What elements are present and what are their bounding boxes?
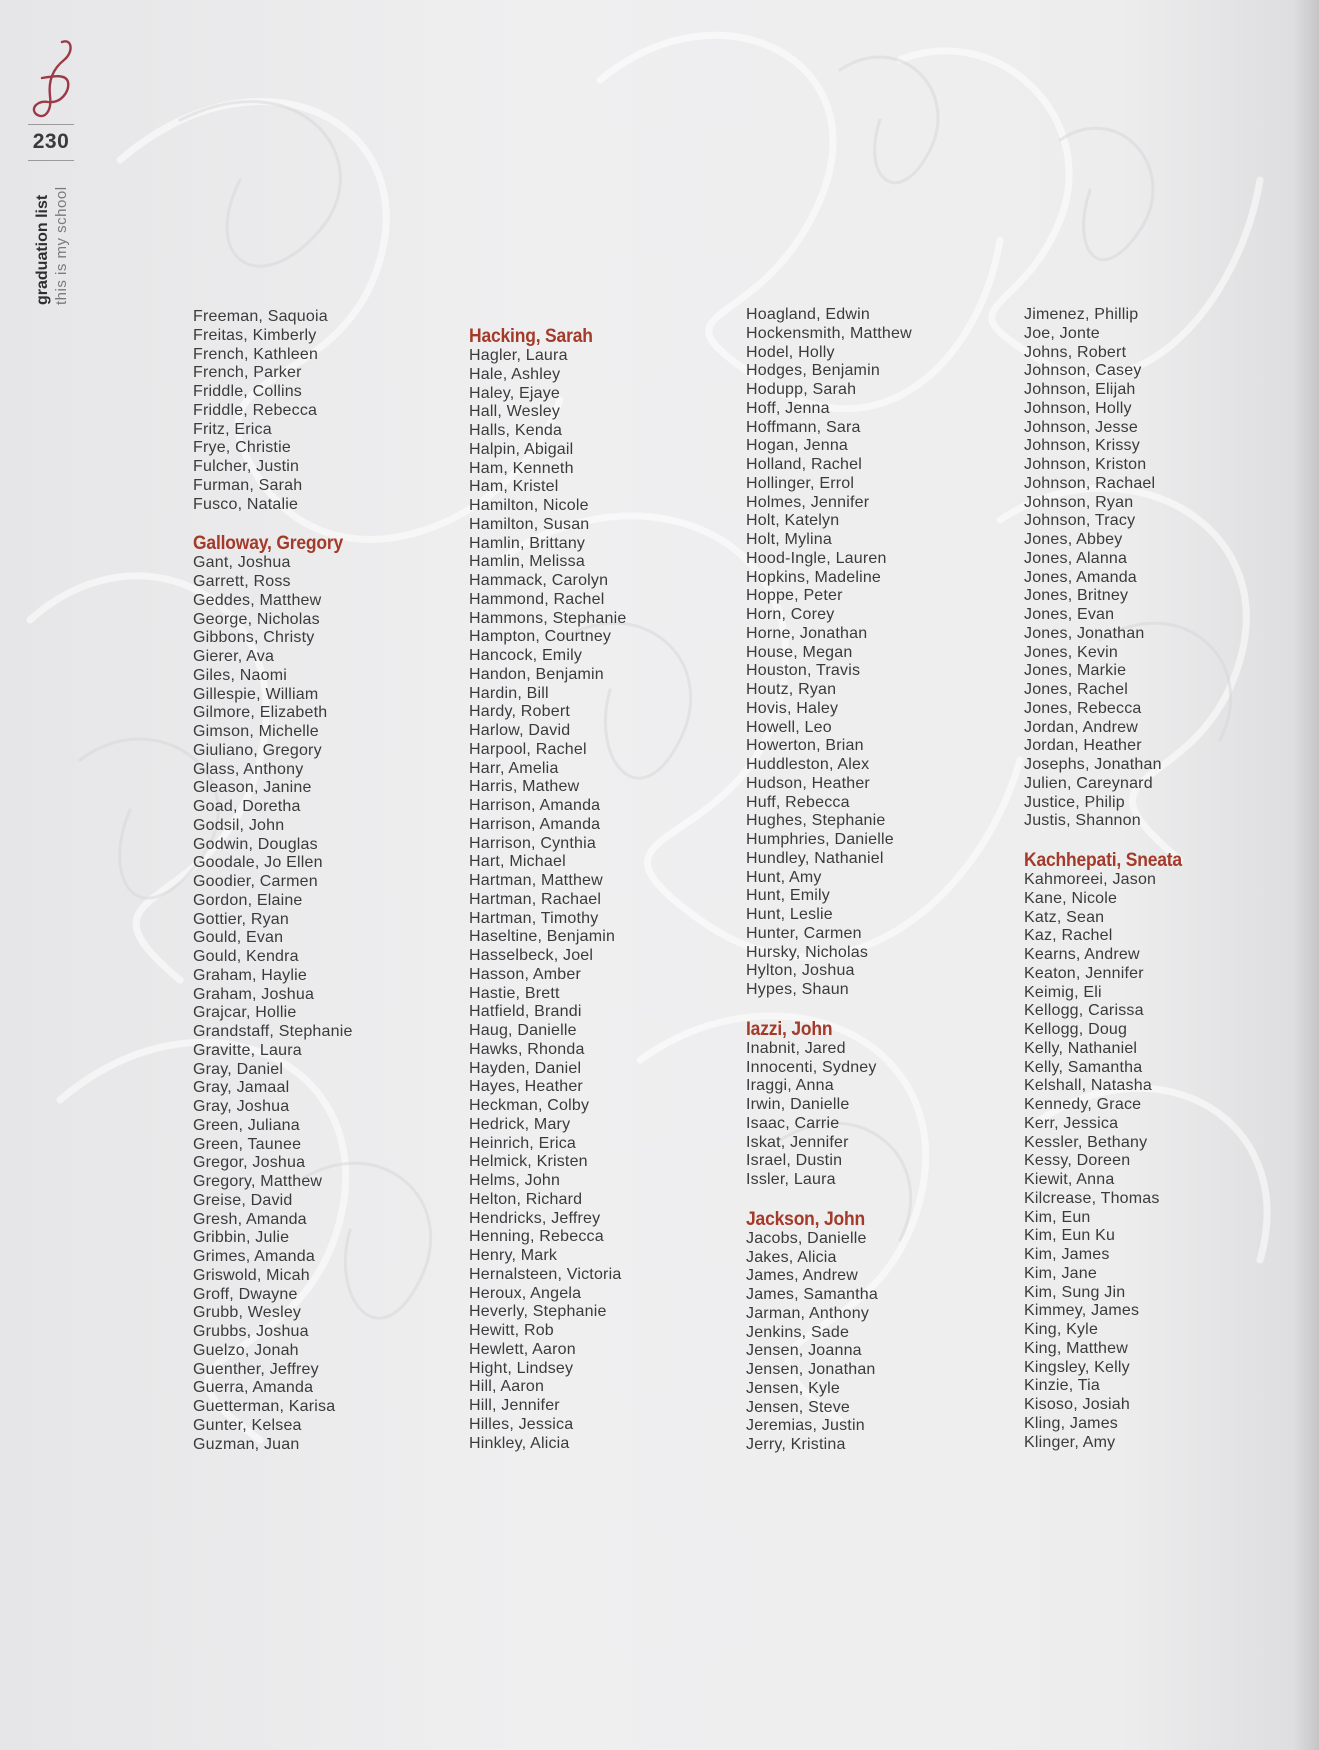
graduate-name: Hughes, Stephanie [746, 812, 886, 830]
graduate-name: Justice, Philip [1024, 793, 1125, 811]
graduate-name: Kellogg, Doug [1024, 1021, 1128, 1038]
graduate-name: Ham, Kenneth [469, 459, 574, 477]
graduate-name: Freitas, Kimberly [193, 326, 317, 344]
graduate-name: Guenther, Jeffrey [193, 1360, 319, 1378]
graduate-name: Grimes, Amanda [193, 1248, 315, 1265]
graduate-name: Gray, Daniel [193, 1060, 284, 1078]
graduate-name: Hartman, Matthew [469, 872, 603, 889]
graduate-name: Haseltine, Benjamin [469, 928, 616, 946]
graduate-name: Jones, Rebecca [1024, 699, 1142, 717]
graduate-name: Harrison, Cynthia [469, 834, 597, 852]
graduate-name: Helton, Richard [469, 1190, 583, 1208]
graduate-name: Fritz, Erica [193, 420, 272, 438]
graduate-name: Hagler, Laura [469, 347, 568, 364]
graduate-name: Huddleston, Alex [746, 756, 870, 773]
graduate-name: Hoppe, Peter [746, 587, 843, 605]
graduate-name: Giles, Naomi [193, 666, 287, 684]
graduate-name: Issler, Laura [746, 1171, 836, 1188]
graduate-name: Friddle, Rebecca [193, 401, 318, 419]
graduate-name: Hoagland, Edwin [746, 306, 870, 323]
graduate-name: Gibbons, Christy [193, 629, 315, 647]
graduate-name: Jacobs, Danielle [746, 1229, 867, 1247]
graduate-name: Hill, Jennifer [469, 1397, 560, 1414]
graduate-name: Johnson, Tracy [1024, 512, 1136, 530]
graduate-name: Jensen, Jonathan [746, 1361, 876, 1378]
graduate-name: Kim, Sung Jin [1024, 1283, 1126, 1301]
graduate-name: Jeremias, Justin [746, 1417, 865, 1435]
graduate-name: Kahmoreei, Jason [1024, 871, 1157, 888]
graduate-name: Hylton, Joshua [746, 962, 855, 980]
graduate-name: Jones, Evan [1024, 606, 1115, 623]
graduate-name: James, Samantha [746, 1286, 878, 1303]
graduate-name: Hovis, Haley [746, 699, 839, 717]
graduate-name: Grubbs, Joshua [193, 1323, 309, 1340]
graduate-name: Johnson, Holly [1024, 399, 1132, 417]
graduate-name: Jensen, Kyle [746, 1379, 841, 1397]
graduate-name: Jordan, Heather [1024, 737, 1142, 755]
graduate-name: Gresh, Amanda [193, 1210, 307, 1228]
graduate-name: Johns, Robert [1024, 343, 1127, 361]
graduate-name: Hewitt, Rob [469, 1322, 554, 1339]
script-f-logo [24, 36, 80, 122]
highlighted-name: Kachhepati, Sneata [1024, 850, 1182, 871]
graduate-name: Hartman, Timothy [469, 909, 599, 927]
graduate-name: Gottier, Ryan [193, 910, 289, 928]
graduate-name: Heroux, Angela [469, 1284, 582, 1302]
graduate-name: Kearns, Andrew [1024, 946, 1140, 963]
graduate-name: Hypes, Shaun [746, 981, 849, 998]
graduate-name: Gunter, Kelsea [193, 1416, 302, 1434]
graduate-name: Helmick, Kristen [469, 1153, 588, 1171]
graduate-name: Groff, Dwayne [193, 1285, 298, 1303]
graduate-name: Hawks, Rhonda [469, 1040, 585, 1058]
highlighted-name: Galloway, Gregory [193, 533, 344, 555]
graduate-name: Hunt, Emily [746, 887, 830, 905]
graduate-name: Klinger, Amy [1024, 1433, 1116, 1451]
graduate-name: French, Parker [193, 364, 302, 382]
graduate-name: Guzman, Juan [193, 1435, 300, 1453]
graduate-name: House, Megan [746, 643, 853, 661]
graduate-name: Kellogg, Carissa [1024, 1002, 1144, 1020]
graduate-name: James, Andrew [746, 1267, 858, 1285]
graduate-name: Hudson, Heather [746, 774, 870, 792]
graduate-name: Hastie, Brett [469, 984, 560, 1002]
name-column-2 [469, 327, 739, 1453]
graduate-name: Hendricks, Jeffrey [469, 1209, 601, 1227]
graduate-name: Jensen, Joanna [746, 1342, 862, 1360]
graduate-name: Jarman, Anthony [746, 1304, 870, 1322]
graduate-name: Irwin, Danielle [746, 1096, 850, 1113]
graduate-name: Jones, Jonathan [1024, 624, 1145, 642]
graduate-name: Hasselbeck, Joel [469, 947, 594, 964]
graduate-name: Hunt, Amy [746, 868, 822, 886]
graduate-name: Gravitte, Laura [193, 1041, 302, 1059]
graduate-name: French, Kathleen [193, 345, 319, 363]
graduate-name: Harris, Mathew [469, 778, 580, 796]
graduate-name: Freeman, Saquoia [193, 308, 328, 325]
name-column-1 [193, 308, 463, 1454]
graduate-name: Hodges, Benjamin [746, 362, 880, 380]
graduate-name: Jones, Alanna [1024, 549, 1128, 567]
graduate-name: King, Kyle [1024, 1321, 1099, 1338]
graduate-name: Johnson, Elijah [1024, 381, 1136, 398]
name-column-4 [1024, 306, 1294, 1452]
graduate-name: Israel, Dustin [746, 1152, 843, 1170]
graduate-name: Gould, Evan [193, 929, 284, 947]
graduate-name: Goad, Doretha [193, 798, 301, 815]
graduate-name: Gimson, Michelle [193, 723, 319, 740]
graduate-name: Jones, Rachel [1024, 681, 1128, 698]
graduate-name: Hernalsteen, Victoria [469, 1265, 622, 1283]
highlighted-name: Iazzi, John [746, 1018, 833, 1040]
graduate-name: Guelzo, Jonah [193, 1341, 299, 1359]
page-edge-shadow [1293, 0, 1319, 1750]
graduate-name: Jerry, Kristina [746, 1436, 846, 1453]
graduate-name: Hayes, Heather [469, 1078, 583, 1096]
graduate-name: Huff, Rebecca [746, 793, 850, 811]
graduate-name: Hill, Aaron [469, 1378, 545, 1396]
graduate-name: Holt, Katelyn [746, 512, 840, 530]
graduate-name: Grubb, Wesley [193, 1304, 302, 1322]
graduate-name: Halpin, Abigail [469, 440, 574, 458]
graduate-name: Inabnit, Jared [746, 1039, 846, 1057]
graduate-name: Graham, Haylie [193, 966, 307, 984]
graduate-name: Kaz, Rachel [1024, 927, 1113, 945]
bottom-rule [28, 160, 74, 161]
graduate-name: Jones, Amanda [1024, 568, 1137, 586]
graduate-name: Harr, Amelia [469, 759, 559, 777]
graduate-name: Friddle, Collins [193, 383, 303, 400]
graduate-name: Hale, Ashley [469, 365, 561, 383]
highlighted-name: Jackson, John [746, 1208, 866, 1230]
graduate-name: Howerton, Brian [746, 737, 864, 755]
graduate-name: Geddes, Matthew [193, 591, 322, 609]
graduate-name: Greise, David [193, 1191, 293, 1209]
graduate-name: Goodier, Carmen [193, 873, 318, 890]
graduate-name: Hamilton, Nicole [469, 497, 589, 514]
graduate-name: Jenkins, Sade [746, 1323, 850, 1341]
graduate-name: Hockensmith, Matthew [746, 324, 912, 342]
name-column-3 [746, 306, 1016, 1455]
page-number: 230 [32, 130, 70, 153]
section-label [33, 186, 71, 305]
graduate-name: Godsil, John [193, 816, 285, 834]
graduate-name: Johnson, Casey [1024, 362, 1142, 380]
graduate-name: Keaton, Jennifer [1024, 964, 1144, 982]
graduate-name: Hammond, Rachel [469, 590, 605, 608]
graduate-name: Gillespie, William [193, 685, 319, 703]
graduate-name: Horn, Corey [746, 606, 835, 623]
graduate-name: Iskat, Jennifer [746, 1133, 849, 1151]
graduate-name: Hopkins, Madeline [746, 568, 882, 586]
graduate-name: Gregory, Matthew [193, 1173, 323, 1190]
graduate-name: Holt, Mylina [746, 531, 832, 548]
section-tagline: this is my school [53, 186, 70, 305]
graduate-name: Godwin, Douglas [193, 835, 318, 853]
graduate-name: Hatfield, Brandi [469, 1003, 582, 1021]
graduate-name: Kelly, Samantha [1024, 1058, 1143, 1076]
graduate-name: Katz, Sean [1024, 908, 1105, 926]
graduate-name: Kim, Eun Ku [1024, 1227, 1116, 1245]
graduate-name: Kiewit, Anna [1024, 1171, 1115, 1188]
graduate-name: Harpool, Rachel [469, 740, 587, 758]
graduate-name: Keimig, Eli [1024, 983, 1102, 1001]
graduate-name: Horne, Jonathan [746, 624, 868, 642]
graduate-name: Henry, Mark [469, 1247, 558, 1264]
graduate-name: Hoff, Jenna [746, 399, 830, 417]
graduate-name: Harrison, Amanda [469, 815, 601, 833]
graduate-name: Gant, Joshua [193, 554, 291, 572]
graduate-name: Gierer, Ava [193, 648, 275, 665]
graduate-name: Kim, Jane [1024, 1264, 1097, 1282]
graduate-name: Kessy, Doreen [1024, 1152, 1131, 1170]
graduate-name: Kennedy, Grace [1024, 1096, 1142, 1113]
graduate-name: Gregor, Joshua [193, 1154, 306, 1172]
graduate-name: Ham, Kristel [469, 478, 559, 496]
graduate-name: Handon, Benjamin [469, 665, 604, 683]
graduate-name: Gordon, Elaine [193, 891, 303, 909]
graduate-name: Kane, Nicole [1024, 889, 1118, 907]
graduate-name: Fulcher, Justin [193, 458, 300, 475]
graduate-name: Heverly, Stephanie [469, 1303, 607, 1321]
graduate-name: Hampton, Courtney [469, 628, 612, 646]
graduate-name: Houtz, Ryan [746, 681, 837, 698]
graduate-name: Johnson, Ryan [1024, 493, 1134, 511]
graduate-name: Hamlin, Melissa [469, 553, 585, 571]
graduate-name: Grandstaff, Stephanie [193, 1023, 353, 1040]
graduate-name: Hinkley, Alicia [469, 1434, 570, 1452]
graduate-name: Hardin, Bill [469, 684, 549, 702]
graduate-name: Graham, Joshua [193, 985, 315, 1003]
graduate-name: Hollinger, Errol [746, 474, 855, 492]
graduate-name: Giuliano, Gregory [193, 741, 322, 759]
graduate-name: Goodale, Jo Ellen [193, 854, 323, 872]
graduate-name: Hedrick, Mary [469, 1115, 571, 1133]
graduate-name: Hayden, Daniel [469, 1059, 582, 1077]
graduate-name: Hammack, Carolyn [469, 572, 609, 589]
graduate-name: Harrison, Amanda [469, 797, 601, 814]
graduate-name: Hamlin, Brittany [469, 534, 586, 552]
graduate-name: Green, Taunee [193, 1135, 302, 1153]
graduate-name: Hundley, Nathaniel [746, 849, 884, 867]
graduate-name: Hogan, Jenna [746, 437, 849, 455]
graduate-name: Isaac, Carrie [746, 1114, 840, 1132]
graduate-name: Kerr, Jessica [1024, 1114, 1119, 1132]
graduate-name: Hall, Wesley [469, 403, 561, 421]
graduate-name: Griswold, Micah [193, 1266, 310, 1284]
graduate-name: George, Nicholas [193, 610, 320, 628]
graduate-name: Joe, Jonte [1024, 324, 1100, 342]
graduate-name: Gilmore, Elizabeth [193, 704, 328, 722]
graduate-name: Hasson, Amber [469, 965, 581, 983]
graduate-name: Gribbin, Julie [193, 1229, 290, 1247]
graduate-name: Haug, Danielle [469, 1022, 577, 1039]
graduate-name: Jones, Markie [1024, 662, 1127, 680]
graduate-name: Hart, Michael [469, 853, 566, 871]
graduate-name: Green, Juliana [193, 1116, 300, 1134]
graduate-name: Kelshall, Natasha [1024, 1077, 1152, 1095]
graduate-name: Hancock, Emily [469, 647, 583, 664]
graduate-name: Grajcar, Hollie [193, 1004, 297, 1022]
graduate-name: Hunter, Carmen [746, 924, 862, 942]
graduate-name: Jones, Britney [1024, 587, 1129, 605]
graduate-name: Hartman, Rachael [469, 890, 602, 908]
graduate-name: Johnson, Jesse [1024, 418, 1138, 436]
top-rule [28, 124, 74, 125]
graduate-name: Garrett, Ross [193, 573, 291, 590]
graduate-name: Heinrich, Erica [469, 1134, 577, 1152]
graduate-name: Hursky, Nicholas [746, 943, 869, 961]
graduate-name: Kimmey, James [1024, 1302, 1140, 1320]
graduate-name: Kingsley, Kelly [1024, 1358, 1130, 1376]
graduate-name: Jordan, Andrew [1024, 718, 1138, 736]
graduate-name: Gray, Joshua [193, 1098, 290, 1115]
graduate-name: Heckman, Colby [469, 1097, 590, 1114]
graduate-name: Howell, Leo [746, 718, 832, 736]
graduate-name: Hilles, Jessica [469, 1415, 574, 1433]
graduate-name: Hardy, Robert [469, 703, 571, 721]
graduate-name: Fusco, Natalie [193, 495, 299, 513]
graduate-name: Hodel, Holly [746, 343, 835, 361]
graduate-name: Humphries, Danielle [746, 831, 894, 848]
graduate-name: Johnson, Rachael [1024, 474, 1156, 492]
graduate-name: Gleason, Janine [193, 779, 312, 797]
graduate-name: Hammons, Stephanie [469, 609, 627, 627]
graduate-name: Gray, Jamaal [193, 1079, 290, 1097]
graduate-name: Helms, John [469, 1172, 561, 1189]
graduate-name: Kelly, Nathaniel [1024, 1039, 1138, 1057]
graduate-name: Kessler, Bethany [1024, 1133, 1148, 1151]
graduate-name: Kisoso, Josiah [1024, 1396, 1130, 1413]
graduate-name: Houston, Travis [746, 662, 861, 680]
graduate-name: Kilcrease, Thomas [1024, 1189, 1160, 1207]
graduate-name: Innocenti, Sydney [746, 1058, 877, 1076]
graduate-name: Jones, Kevin [1024, 643, 1119, 661]
graduate-name: Jensen, Steve [746, 1398, 850, 1416]
highlighted-name: Hacking, Sarah [469, 326, 593, 347]
graduate-name: Holmes, Jennifer [746, 493, 870, 511]
graduate-name: Hunt, Leslie [746, 906, 833, 923]
graduate-name: Henning, Rebecca [469, 1228, 604, 1246]
graduate-name: Josephs, Jonathan [1024, 756, 1162, 773]
graduate-name: Furman, Sarah [193, 476, 303, 494]
graduate-name: Hight, Lindsey [469, 1359, 574, 1377]
graduate-name: Guetterman, Karisa [193, 1398, 336, 1415]
graduate-name: Hood-Ingle, Lauren [746, 549, 887, 567]
graduate-name: Kim, Eun [1024, 1208, 1091, 1226]
graduate-name: Johnson, Krissy [1024, 437, 1140, 455]
graduate-name: Haley, Ejaye [469, 384, 561, 402]
section-title: graduation list [34, 194, 51, 305]
graduate-name: Justis, Shannon [1024, 812, 1141, 830]
graduate-name: Frye, Christie [193, 439, 291, 457]
graduate-name: Hewlett, Aaron [469, 1340, 576, 1358]
graduate-name: Jones, Abbey [1024, 531, 1123, 548]
graduate-name: Hoffmann, Sara [746, 418, 861, 436]
graduate-name: Johnson, Kriston [1024, 456, 1147, 473]
graduate-name: Jakes, Alicia [746, 1248, 837, 1266]
graduate-name: Guerra, Amanda [193, 1379, 314, 1397]
graduate-name: Jimenez, Phillip [1024, 306, 1139, 323]
graduate-name: Kim, James [1024, 1246, 1110, 1263]
graduate-name: Kinzie, Tia [1024, 1377, 1101, 1395]
graduate-name: King, Matthew [1024, 1339, 1128, 1357]
graduate-name: Kling, James [1024, 1414, 1118, 1432]
graduate-name: Glass, Anthony [193, 760, 304, 778]
graduate-name: Gould, Kendra [193, 948, 299, 965]
graduate-name: Julien, Careynard [1024, 774, 1153, 792]
graduate-name: Hodupp, Sarah [746, 381, 857, 398]
graduate-name: Hamilton, Susan [469, 515, 590, 533]
graduate-name: Holland, Rachel [746, 456, 862, 473]
graduate-name: Halls, Kenda [469, 422, 563, 439]
graduate-name: Harlow, David [469, 722, 571, 739]
graduate-name: Iraggi, Anna [746, 1077, 834, 1095]
